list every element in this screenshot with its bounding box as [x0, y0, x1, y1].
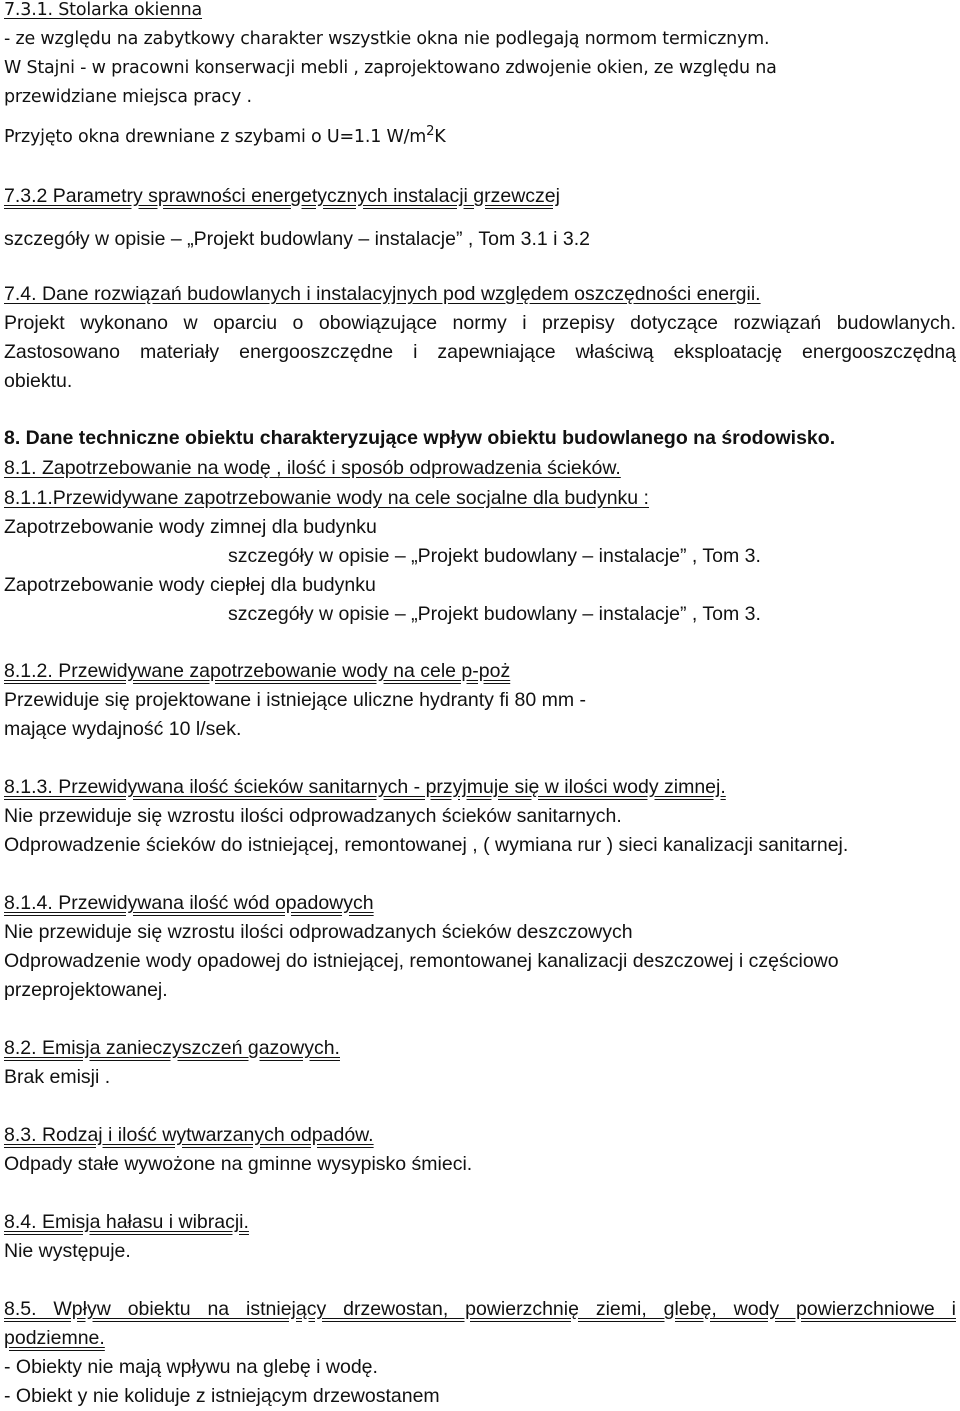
section-heading-8-1: 8.1. Zapotrzebowanie na wodę , ilość i sposób odprowadzenia ścieków. — [4, 457, 621, 479]
paragraph-line: Przewiduje się projektowane i istniejące uliczne hydranty fi 80 mm - — [4, 689, 587, 711]
paragraph-line: Nie przewiduje się wzrostu ilości odprowadzanych ścieków deszczowych — [4, 921, 633, 943]
superscript: 2 — [426, 123, 435, 139]
section-heading-7-3-1: 7.3.1. Stolarka okienna — [4, 0, 203, 20]
section-heading-8-1-4: 8.1.4. Przewidywana ilość wód opadowych — [4, 892, 374, 914]
paragraph-line: Brak emisji . — [4, 1066, 111, 1088]
paragraph-line: Zapotrzebowanie wody ciepłej dla budynku — [4, 574, 376, 596]
section-heading-8-1-2: 8.1.2. Przewidywane zapotrzebowanie wody na cele p-poż — [4, 660, 511, 682]
paragraph-line — [4, 125, 446, 149]
paragraph-line: Odprowadzenie ścieków do istniejącej, remontowanej , ( wymiana rur ) sieci kanalizacji sanitarnej. — [4, 834, 849, 856]
section-heading-8-1-3: 8.1.3. Przewidywana ilość ścieków sanitarnych - przyjmuje się w ilości wody zimnej. — [4, 776, 726, 798]
section-heading-7-4: 7.4. Dane rozwiązań budowlanych i instalacyjnych pod względem oszczędności energii. — [4, 283, 761, 305]
paragraph-line: przewidziane miejsca pracy . — [4, 87, 252, 107]
paragraph-line: Odprowadzenie wody opadowej do istniejącej, remontowanej kanalizacji deszczowej i częściowo — [4, 950, 839, 972]
section-heading-8-2: 8.2. Emisja zanieczyszczeń gazowych. — [4, 1037, 340, 1059]
section-heading-8-1-1: 8.1.1.Przewidywane zapotrzebowanie wody na cele socjalne dla budynku : — [4, 487, 649, 509]
paragraph-line: - ze względu na zabytkowy charakter wszystkie okna nie podlegają normom termicznym. — [4, 29, 770, 49]
section-heading-8-4: 8.4. Emisja hałasu i wibracji. — [4, 1211, 249, 1233]
paragraph-line: Nie występuje. — [4, 1240, 131, 1262]
paragraph-line: przeprojektowanej. — [4, 979, 168, 1001]
chapter-heading-8: 8. Dane techniczne obiektu charakteryzujące wpływ obiektu budowlanego na środowisko. — [4, 427, 836, 449]
reference-line: szczegóły w opisie – „Projekt budowlany – instalacje” , Tom 3.1 i 3.2 — [4, 228, 591, 250]
paragraph-line: Zapotrzebowanie wody zimnej dla budynku — [4, 516, 377, 538]
paragraph-line: obiektu. — [4, 370, 73, 392]
paragraph-line: W Stajni - w pracowni konserwacji mebli , zaprojektowano zdwojenie okien, ze względu na — [4, 58, 777, 78]
paragraph-line: Odpady stałe wywożone na gminne wysypisko śmieci. — [4, 1153, 473, 1175]
text-span: K — [434, 127, 446, 147]
paragraph-line: Projekt wykonano w oparciu o obowiązujące normy i przepisy dotyczące rozwiązań budowlanych. — [4, 312, 956, 334]
list-item: - Obiekty nie mają wpływu na glebę i wodę. — [4, 1356, 378, 1378]
paragraph-line: Nie przewiduje się wzrostu ilości odprowadzanych ścieków sanitarnych. — [4, 805, 622, 827]
list-item: - Obiekt y nie koliduje z istniejącym drzewostanem — [4, 1385, 440, 1407]
reference-line: szczegóły w opisie – „Projekt budowlany – instalacje” , Tom 3. — [228, 545, 761, 567]
paragraph-line: mające wydajność 10 l/sek. — [4, 718, 242, 740]
section-heading-8-3: 8.3. Rodzaj i ilość wytwarzanych odpadów. — [4, 1124, 374, 1146]
paragraph-line: Zastosowano materiały energooszczędne i zapewniające właściwą eksploatację energooszczędną — [4, 341, 956, 363]
reference-line: szczegóły w opisie – „Projekt budowlany – instalacje” , Tom 3. — [228, 603, 761, 625]
section-heading-8-5-cont: podziemne. — [4, 1327, 105, 1349]
text-span: Przyjęto okna drewniane z szybami o U=1.1 W/m — [4, 127, 427, 147]
section-heading-8-5: 8.5. Wpływ obiektu na istniejący drzewostan, powierzchnię ziemi, glebę, wody powierzchniowe i — [4, 1298, 956, 1320]
section-heading-7-3-2: 7.3.2 Parametry sprawności energetycznych instalacji grzewczej — [4, 185, 560, 207]
